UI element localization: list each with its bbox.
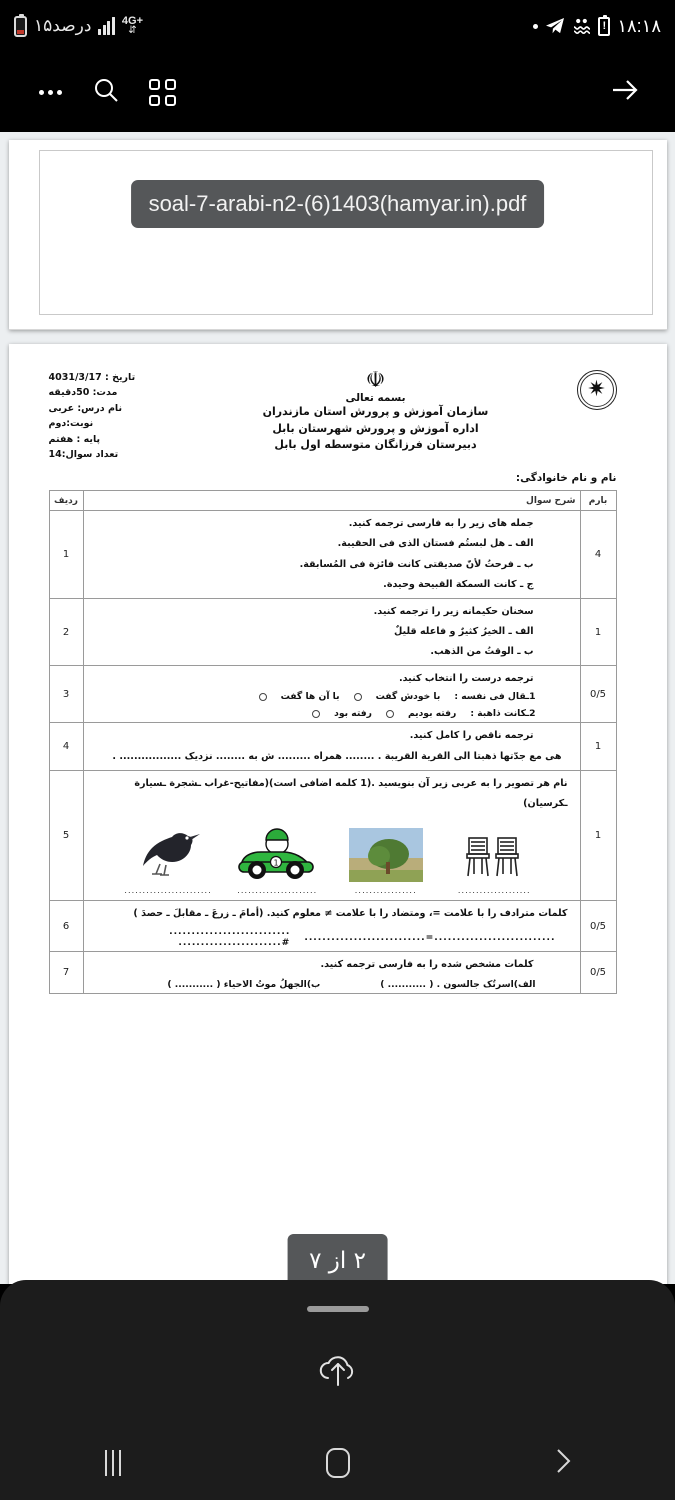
q6-prompt: کلمات مترادف را با علامت =، ومتضاد را با علامت ≠ معلوم کنید. (أمامَ ـ زرعَ ـ مقابلَ ـ حصدَ ) [133, 907, 568, 919]
q1-body [83, 511, 580, 599]
q3-choice-1b: با آن ها گفت [280, 691, 340, 703]
network-plus-label: + [136, 15, 144, 27]
table-row [49, 511, 616, 599]
android-nav-bar [0, 1426, 675, 1500]
q5-caption-crow: ........................ [124, 885, 212, 895]
car-image [234, 820, 320, 882]
table-row [49, 723, 616, 770]
q3-radio-1a[interactable] [354, 693, 362, 701]
q6-answer-row [88, 924, 576, 948]
q3-radio-1b[interactable] [259, 693, 267, 701]
signal-bars-icon [98, 17, 115, 35]
iran-emblem-icon: ☫ [365, 368, 386, 393]
battery-percent-label: ۱۵درصد [34, 16, 92, 35]
q6-body [83, 900, 580, 951]
exam-header-center [179, 370, 573, 454]
pdf-scroll-area[interactable] [0, 132, 675, 1284]
home-icon [326, 1448, 350, 1478]
search-button[interactable] [78, 64, 134, 120]
q5-score: 1 [580, 770, 616, 900]
questions-table [49, 490, 617, 994]
q5-item-crow [126, 820, 212, 895]
q3-choice-1a: با خودش گفت [375, 691, 441, 703]
exam-meta-date: تاریخ : 4031/3/17 [48, 372, 136, 383]
student-name-field-label: نام و نام خانوادگی: [515, 472, 617, 485]
q5-body [83, 770, 580, 900]
q1-line-1: الف ـ هل لبستُم فستان الذی فی الحقیبة. [337, 538, 534, 550]
q7-part-a: الف)اسرتُک جالسون . ( ........... ) [380, 979, 536, 991]
search-icon [92, 76, 120, 109]
organization-line-3: دبیرستان فرزانگان متوسطه اول بابل [274, 438, 477, 451]
q4-number: 4 [49, 723, 83, 770]
q5-image-row [88, 814, 576, 897]
back-button[interactable] [528, 1437, 598, 1489]
q3-mcq-row-2 [88, 708, 576, 719]
q5-item-chairs [451, 820, 537, 895]
upload-cloud-icon [315, 1350, 361, 1397]
q4-body [83, 723, 580, 770]
dot-icon [533, 24, 538, 29]
network-type-indicator [122, 16, 143, 36]
viewer-toolbar [0, 52, 675, 132]
q7-score: 0/5 [580, 952, 616, 994]
q4-score: 1 [580, 723, 616, 770]
header-row-number: ردیف [49, 491, 83, 511]
q1-line-0: جمله های زیر را به فارسی ترجمه کنید. [348, 518, 534, 530]
q5-item-car [234, 820, 320, 895]
q1-line-3: ج ـ کانت السمکة القبیحة وحیدة. [383, 578, 534, 590]
recents-button[interactable] [78, 1437, 148, 1489]
q7-body [83, 952, 580, 994]
svg-text:1: 1 [273, 858, 279, 868]
more-options-button[interactable] [22, 64, 78, 120]
q3-body [83, 666, 580, 723]
q6-answer-left: ...........................=........................... [304, 931, 556, 943]
q4-prompt: ترجمه ناقص را کامل کنید. [409, 730, 534, 742]
header-description: شرح سوال [83, 491, 580, 511]
q7-number: 7 [49, 952, 83, 994]
page-indicator: ۲ از ۷ [287, 1234, 388, 1284]
exam-meta-subject: نام درس: عربی [48, 402, 123, 414]
q3-choice-2b: رفته بود [334, 708, 372, 720]
network-type-label: 4G [121, 15, 137, 27]
grid-icon [149, 79, 176, 106]
q7-part-b: ب)الجهلُ موتُ الاحیاء ( ........... ) [167, 979, 321, 991]
stamp-star-icon: ✷ [587, 377, 606, 402]
table-row [49, 900, 616, 951]
recents-icon [105, 1450, 121, 1476]
q7-prompt: کلمات مشخص شده را به فارسی ترجمه کنید. [320, 959, 534, 971]
chairs-image [451, 820, 537, 882]
organization-line-1: سازمان آموزش و پرورش استان مازندران [262, 405, 489, 418]
exam-meta-question-count: تعداد سوال:14 [48, 448, 119, 460]
q1-number: 1 [49, 511, 83, 599]
q3-mcq-row-1 [88, 691, 576, 702]
table-header-row [49, 491, 616, 511]
pdf-page-current[interactable] [9, 344, 667, 1284]
table-row [49, 952, 616, 994]
exam-meta-duration: مدت: 50دقیقه [48, 387, 118, 399]
status-bar [0, 0, 675, 52]
forward-button[interactable] [597, 64, 653, 120]
pdf-page-previous[interactable] [9, 140, 667, 330]
q2-score: 1 [580, 598, 616, 665]
header-score: بارم [580, 491, 616, 511]
exam-meta-block [49, 370, 179, 462]
q2-line-1: الف ـ الخیرُ کثیرٌ و فاعله قلیلٌ [393, 625, 534, 637]
q3-stem-1: 1ـقال فی نفسه : [454, 691, 536, 703]
more-options-icon [39, 90, 62, 95]
status-bar-right [533, 16, 661, 37]
table-row [49, 598, 616, 665]
status-bar-left [14, 16, 143, 37]
q5-caption-tree: ................. [354, 885, 417, 895]
q6-number: 6 [49, 900, 83, 951]
pdf-page-previous-content [39, 150, 653, 315]
q3-stem-2: 2ـکانت ذاهبة : [470, 708, 536, 720]
q3-choice-2a: رفته بودیم [407, 708, 457, 720]
q3-number: 3 [49, 666, 83, 723]
school-stamp [573, 370, 617, 410]
table-row [49, 770, 616, 900]
q2-line-0: سخنان حکیمانه زیر را ترجمه کنید. [373, 605, 534, 617]
data-arrows-icon: ⇵ [128, 25, 137, 36]
q7-parts-row [88, 979, 576, 990]
q3-radio-2b[interactable] [312, 710, 320, 718]
organization-line-2: اداره آموزش و پرورش شهرستان بابل [272, 421, 479, 435]
app-notification-icon [572, 17, 591, 35]
clock-label: ۱۸:۱۸ [617, 15, 661, 36]
q5-item-tree [343, 820, 429, 895]
table-row [49, 666, 616, 723]
arrow-right-icon [610, 77, 640, 108]
q2-line-2: ب ـ الوقتُ من الذهب. [430, 646, 534, 658]
battery-icon [14, 16, 27, 37]
q2-number: 2 [49, 598, 83, 665]
exam-header [49, 362, 617, 462]
drag-handle[interactable] [307, 1306, 369, 1312]
home-button[interactable] [303, 1437, 373, 1489]
tree-image [343, 820, 429, 882]
q5-number: 5 [49, 770, 83, 900]
q3-prompt: ترجمه درست را انتخاب کنید. [398, 673, 534, 685]
file-name-chip: soal-7-arabi-n2-(6)1403(hamyar.in).pdf [131, 180, 545, 228]
q2-body [83, 598, 580, 665]
q6-score: 0/5 [580, 900, 616, 951]
exam-sheet [19, 362, 657, 1276]
bottom-sheet[interactable] [0, 1280, 675, 1500]
q1-score: 4 [580, 511, 616, 599]
q6-answer-right: ........................... #....................... [169, 926, 291, 949]
basmala-text: بسمه تعالی [345, 392, 406, 404]
upload-button[interactable] [0, 1350, 675, 1397]
q1-line-2: ب ـ فرحتُ لأنّ صدیقتی کانت فائزة فی المُسابقة. [299, 558, 534, 570]
crow-image [126, 820, 212, 882]
q3-radio-2a[interactable] [386, 710, 394, 718]
q4-fill-line: هی مع جدّتها ذهبتا الی القریة القریبة . ........ همراه ......... ش به ........ نزدیک ................. . [112, 750, 562, 762]
q5-prompt: نام هر تصویر را به عربی زیر آن بنویسید .(1 کلمه اضافی است)(مفاتیح-غراب ـشجرة ـسیارة ـکرسیان) [134, 777, 568, 809]
exam-meta-term: نوبت:دوم [48, 418, 94, 430]
q5-caption-car: ...................... [237, 885, 318, 895]
battery-alert-icon: ! [598, 17, 610, 36]
exam-meta-grade: پایه : هفتم [48, 433, 101, 445]
telegram-icon [545, 17, 565, 35]
q3-score: 0/5 [580, 666, 616, 723]
q5-caption-chairs: .................... [457, 885, 531, 895]
grid-view-button[interactable] [134, 64, 190, 120]
chevron-right-icon [552, 1446, 574, 1481]
